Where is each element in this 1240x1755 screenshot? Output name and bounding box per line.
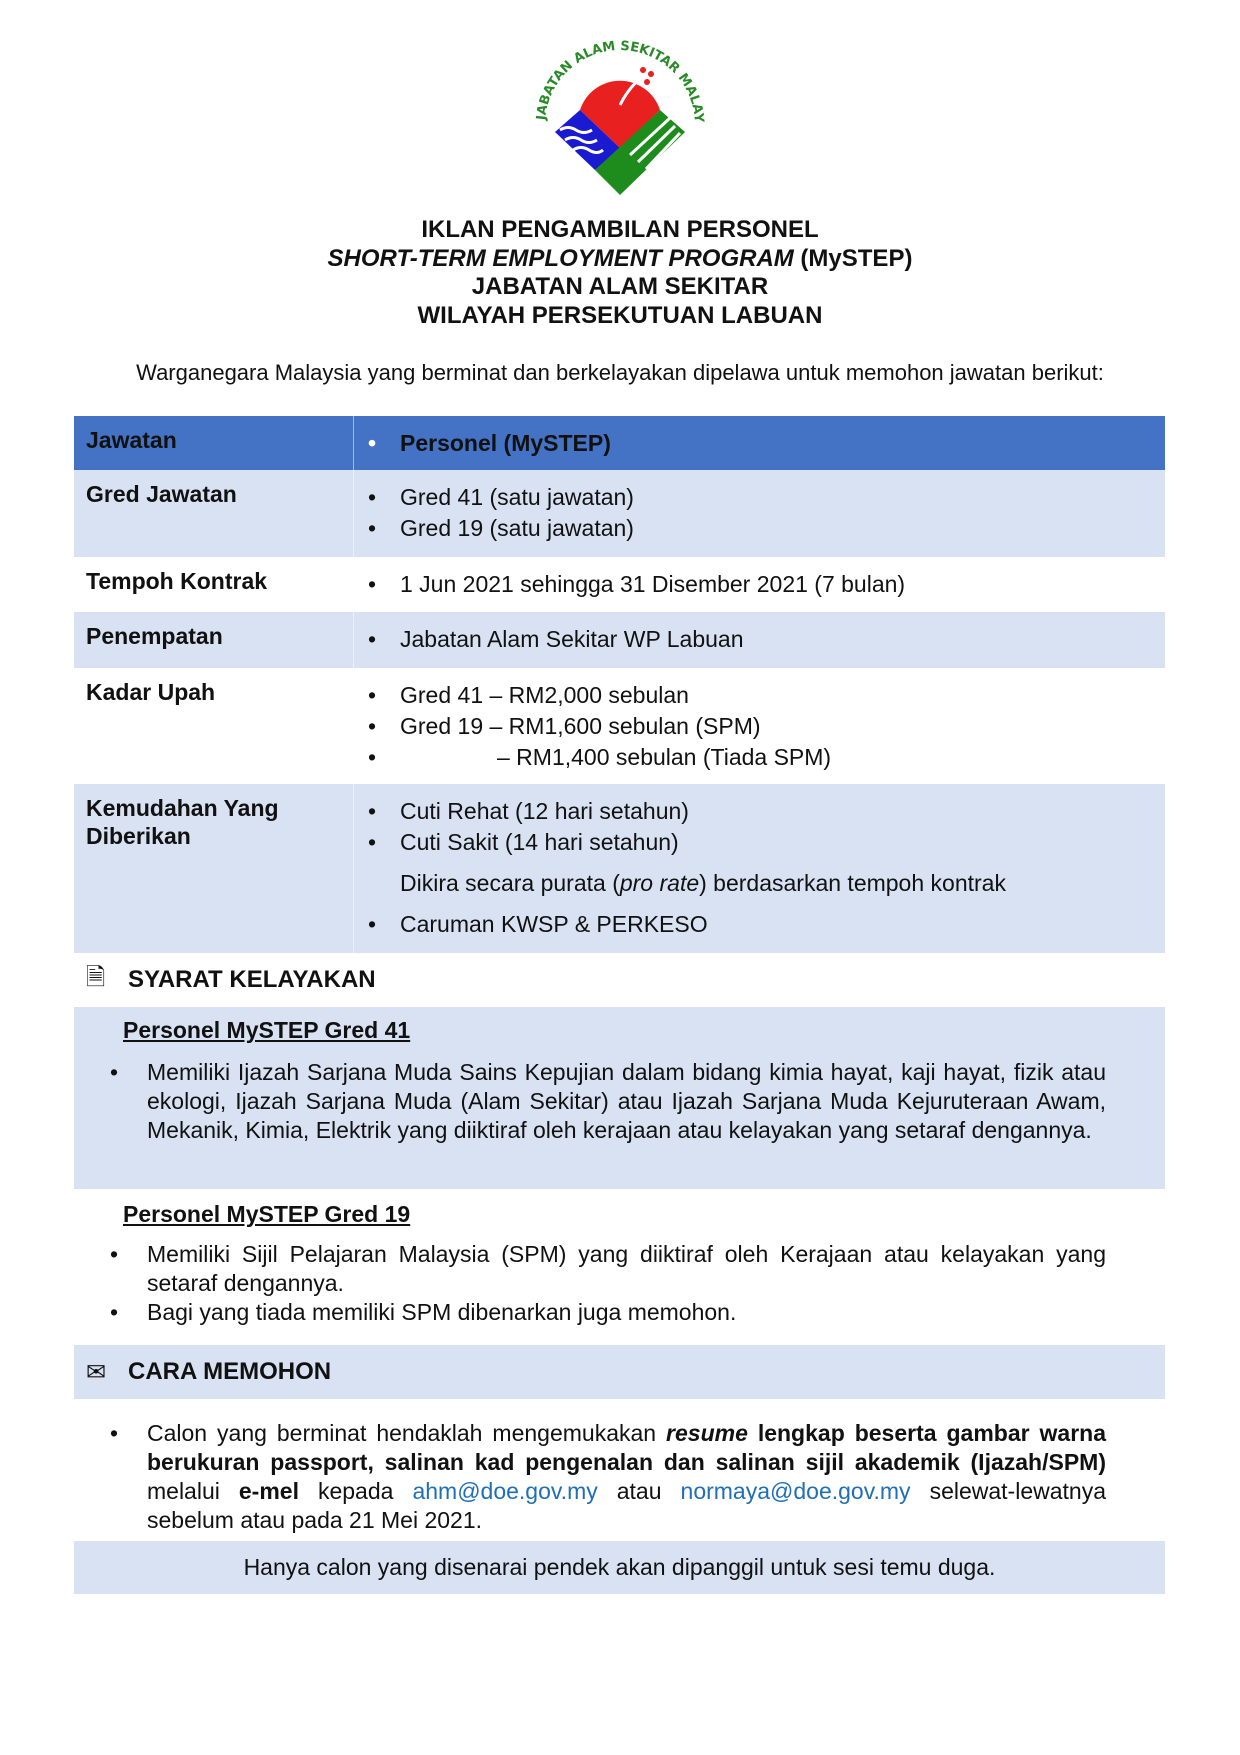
row-penempatan: Penempatan • Jabatan Alam Sekitar WP Labuan bbox=[74, 612, 1165, 668]
kemudahan-item: Cuti Sakit (14 hari setahun) bbox=[400, 829, 679, 855]
jawatan-value: Personel (MySTEP) bbox=[400, 430, 611, 456]
kemudahan-item: Cuti Rehat (12 hari setahun) bbox=[400, 798, 689, 824]
row-gred: Gred Jawatan • Gred 41 (satu jawatan) • Gred 19 (satu jawatan) bbox=[74, 470, 1165, 557]
gred19-requirement: Bagi yang tiada memiliki SPM dibenarkan juga memohon. bbox=[147, 1299, 737, 1325]
email-link-ahm[interactable]: ahm@doe.gov.my bbox=[412, 1478, 598, 1504]
apply-instructions: Calon yang berminat hendaklah mengemukakan resume lengkap beserta gambar warna berukuran passport, salinan kad pengenalan dan salinan sijil akademik (Ijazah/SPM) melalui e-mel kepada ahm@doe.gov.my atau normaya@doe.gov.my selewat-lewatnya sebelum atau pada 21 Mei 2021. bbox=[147, 1420, 1106, 1533]
gred19-title: Personel MySTEP Gred 19 bbox=[123, 1201, 411, 1227]
gred41-title: Personel MySTEP Gred 41 bbox=[123, 1017, 411, 1043]
title-line4: WILAYAH PERSEKUTUAN LABUAN bbox=[417, 301, 823, 329]
email-link-normaya[interactable]: normaya@doe.gov.my bbox=[680, 1478, 911, 1504]
page-title bbox=[0, 216, 1240, 330]
document-icon: 🗎 bbox=[86, 963, 106, 991]
tempoh-value: 1 Jun 2021 sehingga 31 Disember 2021 (7 bulan) bbox=[400, 571, 906, 597]
row-tempoh: Tempoh Kontrak • 1 Jun 2021 sehingga 31 Disember 2021 (7 bulan) bbox=[74, 557, 1165, 612]
intro-text: Warganegara Malaysia yang berminat dan berkelayakan dipelawa untuk memohon jawatan berikut: bbox=[136, 360, 1104, 385]
jas-logo bbox=[525, 30, 715, 200]
kadar-item: Gred 41 – RM2,000 sebulan bbox=[400, 682, 689, 708]
syarat-gred19: Personel MySTEP Gred 19 • Memiliki Sijil Pelajaran Malaysia (SPM) yang diiktiraf oleh Kerajaan atau kelayakan yang setaraf dengannya. • Bagi yang tiada memiliki SPM dibenarkan juga memohon. bbox=[74, 1189, 1165, 1345]
penempatan-value: Jabatan Alam Sekitar WP Labuan bbox=[400, 626, 744, 652]
row-kadar: Kadar Upah • Gred 41 – RM2,000 sebulan • Gred 19 – RM1,600 sebulan (SPM) • – RM1,400 sebulan (Tiada SPM) bbox=[74, 668, 1165, 784]
row-kemudahan: Kemudahan Yang Diberikan • Cuti Rehat (12 hari setahun) • Cuti Sakit (14 hari setahun) Dikira secara purata (pro rate) berdasarkan tempoh kontrak • Caruman KWSP & PERKESO bbox=[74, 784, 1165, 953]
kemudahan-note: Dikira secara purata (pro rate) berdasarkan tempoh kontrak bbox=[400, 870, 1006, 896]
label-kadar: Kadar Upah bbox=[74, 668, 354, 784]
title-line1: IKLAN PENGAMBILAN PERSONEL bbox=[421, 216, 819, 243]
kadar-item: Gred 19 – RM1,600 sebulan (SPM) bbox=[400, 713, 761, 739]
label-jawatan: Jawatan bbox=[74, 416, 354, 470]
gred-item: Gred 41 (satu jawatan) bbox=[400, 484, 634, 510]
syarat-gred41: Personel MySTEP Gred 41 • Memiliki Ijazah Sarjana Muda Sains Kepujian dalam bidang kimia hayat, kaji hayat, fizik atau ekologi, Ijazah Sarjana Muda (Alam Sekitar) atau Ijazah Sarjana Muda Kejuruteraan Awam, Mekanik, Kimia, Elektrik yang diiktiraf oleh kerajaan atau kelayakan yang setaraf dengannya. bbox=[74, 1007, 1165, 1189]
footer-note: Hanya calon yang disenarai pendek akan dipanggil untuk sesi temu duga. bbox=[74, 1541, 1165, 1594]
syarat-heading: 🗎 SYARAT KELAYAKAN bbox=[74, 953, 1165, 1007]
label-kemudahan: Kemudahan Yang Diberikan bbox=[74, 784, 354, 953]
gred19-requirement: Memiliki Sijil Pelajaran Malaysia (SPM) yang diiktiraf oleh Kerajaan atau kelayakan yang setaraf dengannya. bbox=[147, 1241, 1106, 1296]
job-details-table bbox=[74, 416, 1165, 953]
cara-section: • Calon yang berminat hendaklah mengemukakan resume lengkap beserta gambar warna berukuran passport, salinan kad pengenalan dan salinan sijil akademik (Ijazah/SPM) melalui e-mel kepada ahm@doe.gov.my atau normaya@doe.gov.my selewat-lewatnya sebelum atau pada 21 Mei 2021. bbox=[110, 1420, 1106, 1533]
kadar-item: – RM1,400 sebulan (Tiada SPM) bbox=[497, 744, 832, 770]
title-line2 bbox=[0, 245, 1240, 274]
gred41-requirement: Memiliki Ijazah Sarjana Muda Sains Kepujian dalam bidang kimia hayat, kaji hayat, fizik atau ekologi, Ijazah Sarjana Muda (Alam Sekitar) atau Ijazah Sarjana Muda Kejuruteraan Awam, Mekanik, Kimia, Elektrik yang diiktiraf oleh kerajaan atau kelayakan yang setaraf dengannya. bbox=[147, 1059, 1106, 1143]
kemudahan-item: Caruman KWSP & PERKESO bbox=[400, 911, 708, 937]
cara-heading: ✉ CARA MEMOHON bbox=[74, 1345, 1165, 1399]
label-tempoh: Tempoh Kontrak bbox=[74, 557, 354, 612]
label-gred: Gred Jawatan bbox=[74, 470, 354, 557]
envelope-icon: ✉ bbox=[86, 1358, 107, 1386]
row-jawatan: Jawatan • Personel (MySTEP) bbox=[74, 416, 1165, 470]
label-penempatan: Penempatan bbox=[74, 612, 354, 668]
title-line3: JABATAN ALAM SEKITAR bbox=[471, 273, 769, 300]
svg-text:JABATAN ALAM SEKITAR MALAYSIA: JABATAN ALAM SEKITAR MALAY bbox=[534, 38, 707, 124]
title-mystep: (MySTEP) bbox=[793, 244, 913, 272]
title-program: SHORT-TERM EMPLOYMENT PROGRAM bbox=[327, 244, 794, 272]
gred-item: Gred 19 (satu jawatan) bbox=[400, 515, 634, 541]
